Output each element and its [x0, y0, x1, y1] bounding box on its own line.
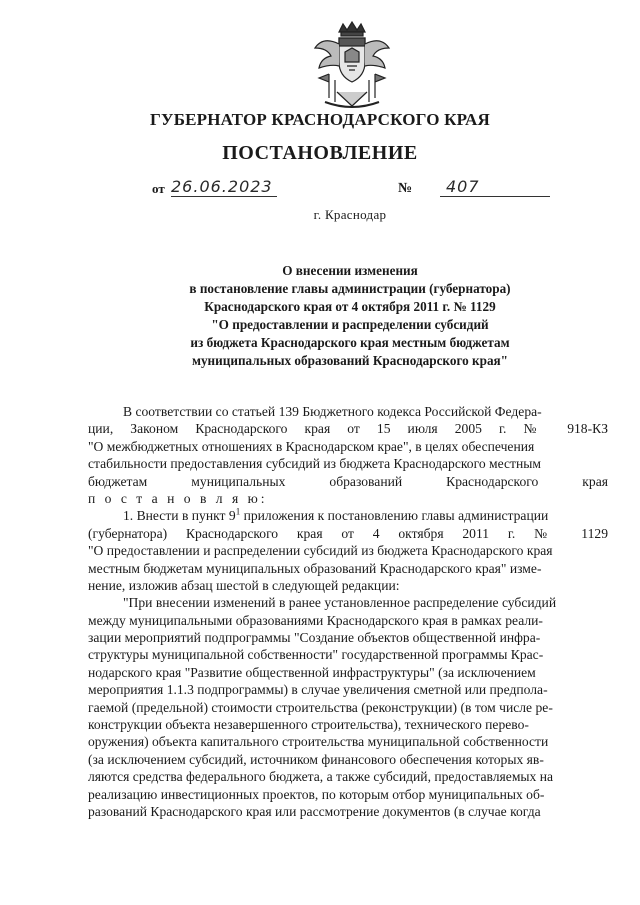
body-line: стабильности предоставления субсидий из бюджета Краснодарского местным	[88, 456, 541, 472]
quote-line: зации мероприятий подпрограммы "Создание объектов общественной инфра-	[88, 630, 541, 646]
quote-line: (за исключением субсидий, источником финансового обеспечения которых яв-	[88, 751, 544, 767]
quote-line: "При внесении изменений в ранее установленное распределение субсидий	[123, 595, 557, 611]
quote-line: оружения) объекта капитального строительства муниципальной собственности	[88, 734, 549, 750]
quote-line: реализацию инвестиционных проектов, по которым отбор муниципальных об-	[88, 786, 545, 802]
date-label: от	[152, 181, 165, 196]
body-line: (губернатора) Краснодарского края от 4 октября 2011 г. № 1129	[88, 525, 608, 541]
number-label: №	[398, 181, 413, 196]
title-line: "О предоставлении и распределении субсидий	[211, 317, 489, 332]
title-line: муниципальных образований Краснодарского края"	[191, 353, 508, 368]
body-line: В соответствии со статьей 139 Бюджетного кодекса Российской Федера-	[123, 404, 542, 419]
item-1-rest: приложения к постановлению главы администрации	[240, 508, 549, 524]
quote-line: конструкции объекта незавершенного строительства), технического перево-	[88, 717, 529, 733]
title-line: из бюджета Краснодарского края местным бюджетам	[190, 335, 510, 350]
body-line: "О предоставлении и распределении субсидий из бюджета Краснодарского края	[88, 543, 553, 559]
date-value: 26.06.2023	[171, 177, 277, 197]
body-line: "О межбюджетных отношениях в Краснодарском крае", в целях обеспечения	[88, 438, 535, 454]
item-1-first-line	[88, 507, 608, 524]
title-line: в постановление главы администрации (губернатора)	[189, 281, 511, 296]
date-number-row	[0, 177, 640, 201]
item-1-start: 1. Внести в пункт 9	[123, 508, 236, 524]
body-line: бюджетам муниципальных образований Краснодарского края	[88, 473, 608, 489]
body-line: ции, Законом Краснодарского края от 15 июля 2005 г. № 918-КЗ	[88, 421, 608, 437]
title-line: О внесении изменения	[282, 263, 418, 278]
issuing-authority: ГУБЕРНАТОР КРАСНОДАРСКОГО КРАЯ	[150, 110, 490, 129]
quote-line: мероприятия 1.1.3 подпрограммы) в случае увеличения сметной или предпола-	[88, 682, 548, 698]
quote-line: между муниципальными образованиями Краснодарского края в рамках реали-	[88, 612, 543, 628]
body-line: местным бюджетам муниципальных образований Краснодарского края" изме-	[88, 560, 542, 576]
body-line: нение, изложив абзац шестой в следующей редакции:	[88, 577, 400, 593]
document-title	[140, 262, 560, 370]
quote-line: гаемой (предельной) стоимости строительства (реконструкции) (в том числе ре-	[88, 699, 553, 715]
city: г. Краснодар	[313, 207, 387, 222]
document-type: ПОСТАНОВЛЕНИЕ	[222, 142, 418, 164]
quote-line: ляются средства федерального бюджета, а также субсидий, предоставляемых на	[88, 769, 554, 785]
coat-of-arms-emblem	[309, 18, 395, 114]
number-value: 407	[440, 177, 550, 197]
quote-line: нодарского края "Развитие общественной инфраструктуры" (за исключением	[88, 664, 536, 680]
quote-line: разований Краснодарского края или рассмотрение документов (в случае когда	[88, 803, 541, 819]
quote-line: структуры муниципальной собственности" государственной программы Крас-	[88, 647, 544, 663]
title-line: Краснодарского края от 4 октября 2011 г. № 1129	[204, 299, 496, 314]
document-body	[88, 403, 608, 820]
resolve-word: п о с т а н о в л я ю:	[88, 490, 268, 506]
item-1-superscript: 1	[235, 506, 241, 517]
